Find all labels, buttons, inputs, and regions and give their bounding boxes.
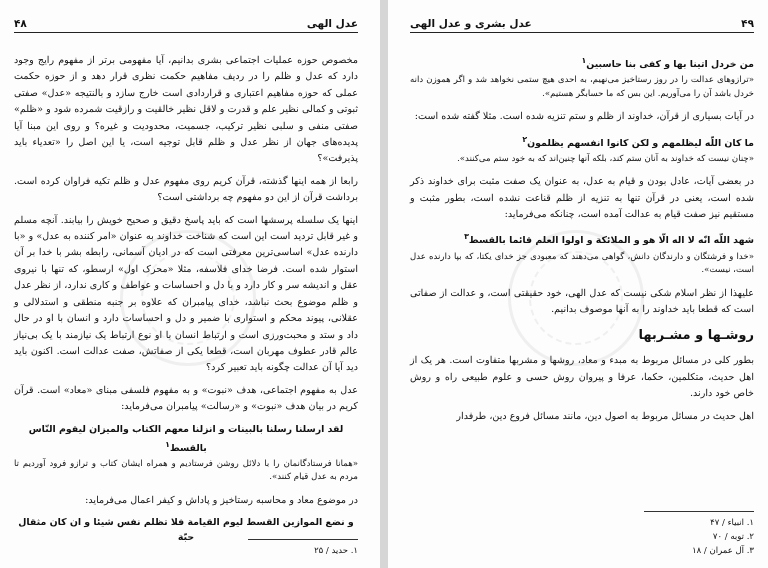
section-heading: روشـها و مشـربها bbox=[638, 328, 754, 344]
left-paragraph-3: اینها یک سلسله پرسشها است که باید پاسخ دقیق و صحیح خویش را بیابند. آنچه مسلم و غیر قابل تردید است این است که شناخت خداوند به عنوان «امر کننده به عدل» و «با دارنده عدل» اساسی‌ترین معرفتی است که در ادیان آسمانی، رابطه بشر با خدا بر آن استوار شده است. فرضا خدای فلاسفه، مثلا «محرک اول» ارسطو، که تنها با نیروی عقل و اندیشه سر و کار دارد و با دل و احساسات و عواطف و کاری ندارد، از نظر عدل و ظلم موضوع بحث نباشد، خدای پیامبران که علاوه بر جنبه منطقی و استدلالی و عقلانی، پیوند محکم و استواری با ضمیر و دل و احساسات دارد و انسان با او در حال داد و ستد و محبت‌ورزی است و ارتباط انسان با او نوع ارتباط یک نیازمند با یک بی‌نیاز عالم قادر عطوف مهربان است، قطعا یکی از صفاتش، صفت عدالت است. اکنون باید دید آیا آن عدالت چگونه باید تعبیر کرد؟ bbox=[14, 214, 358, 374]
left-page-number: ۴۸ bbox=[14, 18, 27, 30]
right-paragraph-5: اهل حدیث در مسائل مربوط به اصول دین، مانند مسائل فروع دین، طرفدار bbox=[456, 410, 754, 422]
left-footnote-rule bbox=[248, 539, 358, 540]
right-footnote-2: ۲. توبه / ۷۰ bbox=[712, 532, 754, 542]
left-footnote-1: ۱. حدید / ۲۵ bbox=[314, 546, 358, 556]
right-paragraph-3: علیهذا از نظر اسلام شکی نیست که عدل الهی، خود حقیقتی است، و عدالت از صفاتی است که قطعا باید خداوند را به آنها موصوف بدانیم. bbox=[410, 287, 754, 315]
right-translation-3: «خدا و فرشتگان و دارندگان دانش، گواهی می‌دهند که معبودی جز خدای یکتا، که بپا دارنده عدل است، نیست». bbox=[410, 251, 754, 275]
right-paragraph-1: در آیات بسیاری از قرآن، خداوند از ظلم و ستم تنزیه شده است. مثلا گفته شده است: bbox=[414, 111, 754, 123]
left-footnotes bbox=[14, 539, 358, 558]
right-footnote-3: ۳. آل عمران / ۱۸ bbox=[692, 546, 754, 556]
right-footnotes bbox=[410, 511, 754, 558]
right-verse-2-text: ما کان اللّه لیظلمهم و لکن کانوا انفسهم یظلمون bbox=[527, 137, 754, 149]
book-gutter bbox=[380, 0, 388, 568]
left-page bbox=[0, 0, 380, 568]
right-verse-intro-text: من خردل اتینا بها و کفی بنا حاسبین bbox=[586, 59, 754, 71]
left-paragraph-2: رابعا از همه اینها گذشته، قرآن کریم روی مفهوم عدل و ظلم تکیه فراوان کرده است. برداشت قرآن از این دو مفهوم چه برداشتی است؟ bbox=[14, 175, 358, 204]
left-page-header bbox=[14, 16, 358, 33]
left-running-title: عدل الهی bbox=[306, 18, 358, 30]
left-verse-1-text: لقد ارسلنا رسلنا بالبینات و انزلنا معهم الکتاب والمیزان لیقوم النّاس بالقسط bbox=[28, 423, 344, 454]
right-running-title: عدل بشری و عدل الهی bbox=[410, 18, 532, 30]
right-paragraph-2: در بعضی آیات، عادل بودن و قیام به عدل، به عنوان یک صفت مثبت برای خداوند ذکر شده است، یعنی در قرآن تنها به تنزیه از ظلم قناعت نشده است، بطور مثبت و مستقیم نیز صفت قیام به عدالت آمده است، چنانکه می‌فرماید: bbox=[410, 176, 754, 220]
right-page-header bbox=[410, 16, 754, 33]
right-footnote-rule bbox=[644, 511, 754, 512]
right-footnote-1: ۱. انبیاء / ۴۷ bbox=[710, 518, 754, 528]
left-paragraph-after: در موضوع معاد و محاسبه رستاخیز و پاداش و کیفر اعمال می‌فرماید: bbox=[85, 494, 358, 506]
right-verse-3-text: شهد اللّه انّه لا اله الّا هو و الملائکة و اولوا العلم قائما بالقسط bbox=[468, 235, 754, 247]
left-paragraph-1: مخصوص حوزه عملیات اجتماعی بشری بدانیم، آیا مفهومی برتر از مفهوم رایج وجود دارد که عدل و ظلم را در ردیف مفاهیم حکمت نظری قرار دهد و از حوزه حکمت عملی که حوزه مفاهیم اعتباری و قراردادی است خارج سازد و بالنتیجه «عدل» صفتی ثبوتی و کمالی نظیر علم و قدرت و لاقل نظیر خالقیت و رازقیت شمرده شود و «ظلم» صفتی منفی و سلبی نظیر ترکیب، جسمیت، محدودیت و غیره؟ و روی این مبنا آیا پدیده‌های جهان از نظر عدل و ظلم قابل توجیه است، یا این اصل را «تعدیاء باید پذیرفت»؟ bbox=[14, 55, 358, 165]
right-verse-intro-note: ۱ bbox=[581, 56, 587, 65]
left-verse-1 bbox=[14, 422, 358, 456]
right-page bbox=[388, 0, 768, 568]
right-verse-2-note: ۲ bbox=[522, 134, 528, 144]
watermark-seal bbox=[120, 230, 256, 366]
right-verse-2 bbox=[410, 132, 754, 151]
right-verse-intro bbox=[410, 53, 754, 72]
left-paragraph-4: عدل به مفهوم اجتماعی، هدف «نبوت» و به مفهوم فلسفی مبنای «معاد» است. قرآن کریم در بیان هدف «نبوت» و «رسالت» پیامبران می‌فرماید: bbox=[14, 384, 358, 413]
left-translation-1: «همانا فرستادگانمان را با دلائل روشن فرستادیم و همراه ایشان کتاب و ترازو فرود آوردیم تا مردم به عدل قیام کنند». bbox=[14, 458, 358, 483]
left-verse-2: و نضع الموازین القسط لیوم القیامة فلا تظلم نفس شیئا و ان کان مثقال حبّة bbox=[18, 517, 354, 544]
right-translation-2: «چنان نیست که خداوند به آنان ستم کند، بلکه آنها چنین‌اند که به خود ستم می‌کنند». bbox=[457, 153, 754, 164]
right-page-number: ۴۹ bbox=[741, 18, 754, 30]
right-translation-intro: «ترازوهای عدالت را در روز رستاخیز می‌نهیم، به احدی هیچ ستمی نخواهد شد و اگر هموزن دانه خردل باشد آن را می‌آوریم. این بس که ما حسابگر هستیم». bbox=[410, 75, 754, 99]
watermark-seal bbox=[508, 230, 644, 366]
left-verse-1-note: ۱ bbox=[165, 439, 170, 449]
right-paragraph-4: بطور کلی در مسائل مربوط به مبدء و معاد، روشها و مشربها متفاوت است. هر یک از اهل حدیث، متکلمین، حکما، عرفا و پیروان روش حسی و علوم طبیعی راه و روش خاص خود دارند. bbox=[410, 355, 754, 400]
right-verse-3-note: ۳ bbox=[464, 232, 469, 242]
